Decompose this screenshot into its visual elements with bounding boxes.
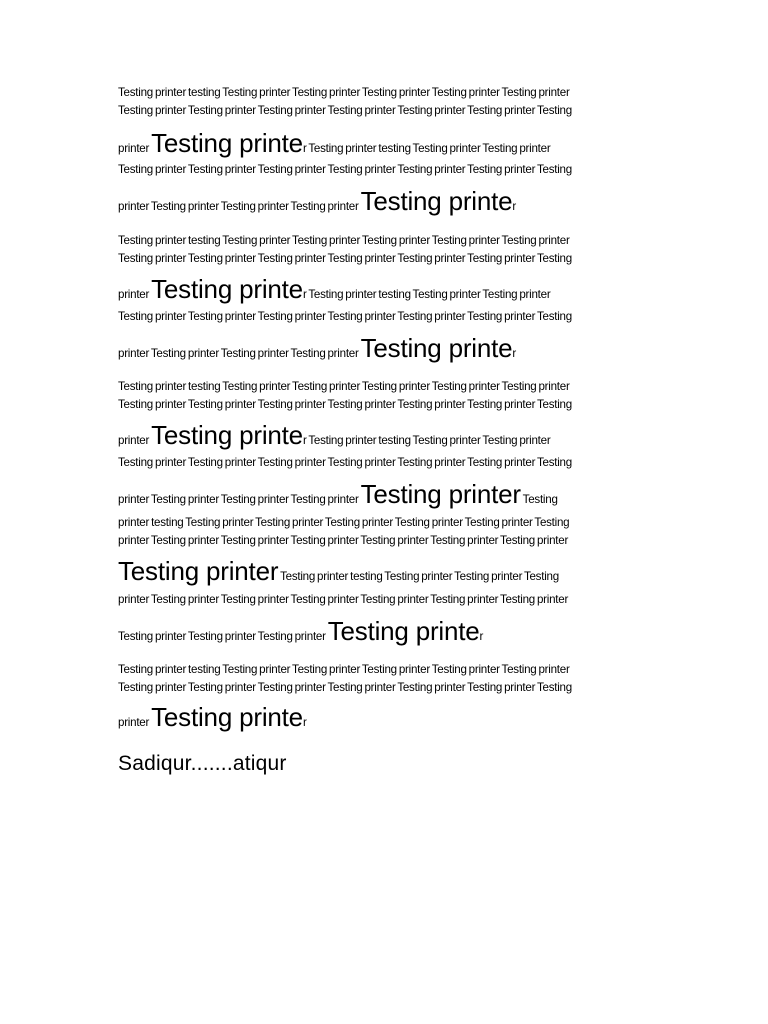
- small-text: printer Testing printer Testing printer Testing printer: [118, 493, 361, 506]
- text-line: Testing printer Testing printer Testing printer Testing printer Testing printer Testing printer Testing: [118, 163, 572, 176]
- text-line: Testing printer Testing printer Testing printer Testing printer Testing printer Testing printer Testing: [118, 104, 572, 117]
- small-text: printer: [118, 288, 152, 301]
- small-text: Testing printer Testing printer Testing printer: [118, 630, 328, 643]
- text-line: Testing printer Testing printer Testing printer Testing printer Testing printer Testing printer Testing: [118, 310, 572, 323]
- text-line-mixed: [118, 702, 307, 733]
- large-text: Testing printe: [151, 274, 303, 304]
- text-line: Testing printer Testing printer Testing printer Testing printer Testing printer Testing printer Testing: [118, 398, 572, 411]
- text-line-mixed: [118, 616, 483, 647]
- text-line-mixed: [118, 420, 550, 451]
- small-text: printer: [118, 434, 152, 447]
- text-line-mixed: [118, 479, 558, 510]
- small-text: Testing printer testing Testing printer Testing printer: [306, 142, 551, 155]
- small-text: r: [302, 434, 307, 447]
- text-line: printer Testing printer Testing printer Testing printer Testing printer Testing printer Testing printer: [118, 593, 569, 606]
- text-line: Testing printer testing Testing printer Testing printer Testing printer Testing printer Testing printer: [118, 234, 570, 247]
- large-text: Testing printer: [118, 556, 279, 586]
- small-text: printer: [118, 716, 152, 729]
- text-line: Testing printer Testing printer Testing printer Testing printer Testing printer Testing printer Testing: [118, 252, 572, 265]
- small-text: r: [302, 716, 307, 729]
- text-line: Testing printer testing Testing printer Testing printer Testing printer Testing printer Testing printer: [118, 380, 570, 393]
- large-text: Testing printe: [360, 186, 513, 216]
- text-line-mixed: [118, 274, 550, 305]
- large-text: Testing printe: [151, 702, 303, 732]
- text-line: Testing printer testing Testing printer Testing printer Testing printer Testing printer Testing printer: [118, 663, 570, 676]
- signature-text: Sadiqur.......atiqur: [118, 752, 287, 775]
- text-line-mixed: [118, 333, 516, 364]
- small-text: Testing printer testing Testing printer Testing printer: [306, 288, 551, 301]
- large-text: Testing printe: [151, 420, 303, 450]
- text-line: Testing printer Testing printer Testing printer Testing printer Testing printer Testing printer Testing: [118, 456, 572, 469]
- large-text: Testing printe: [360, 333, 513, 363]
- small-text: printer Testing printer Testing printer Testing printer: [118, 347, 361, 360]
- text-line: Testing printer testing Testing printer Testing printer Testing printer Testing printer Testing printer: [118, 86, 570, 99]
- small-text: r: [512, 200, 517, 213]
- small-text: r: [479, 630, 484, 643]
- small-text: Testing printer testing Testing printer Testing printer: [306, 434, 551, 447]
- small-text: printer Testing printer Testing printer Testing printer: [118, 200, 361, 213]
- small-text: r: [302, 288, 307, 301]
- text-line-mixed: [118, 556, 559, 587]
- large-text: Testing printe: [327, 616, 480, 646]
- large-text: Testing printer: [360, 479, 521, 509]
- text-line-mixed: [118, 128, 550, 159]
- small-text: Testing printer testing Testing printer Testing printer Testing: [278, 570, 559, 583]
- small-text: r: [512, 347, 517, 360]
- small-text: printer: [118, 142, 152, 155]
- text-line: printer testing Testing printer Testing printer Testing printer Testing printer Testing printer Testing: [118, 516, 570, 529]
- text-line: Testing printer Testing printer Testing printer Testing printer Testing printer Testing printer Testing: [118, 681, 572, 694]
- small-text: r: [302, 142, 307, 155]
- text-line: printer Testing printer Testing printer Testing printer Testing printer Testing printer Testing printer: [118, 534, 569, 547]
- large-text: Testing printe: [151, 128, 303, 158]
- small-text: Testing: [520, 493, 558, 506]
- text-line-mixed: [118, 186, 516, 217]
